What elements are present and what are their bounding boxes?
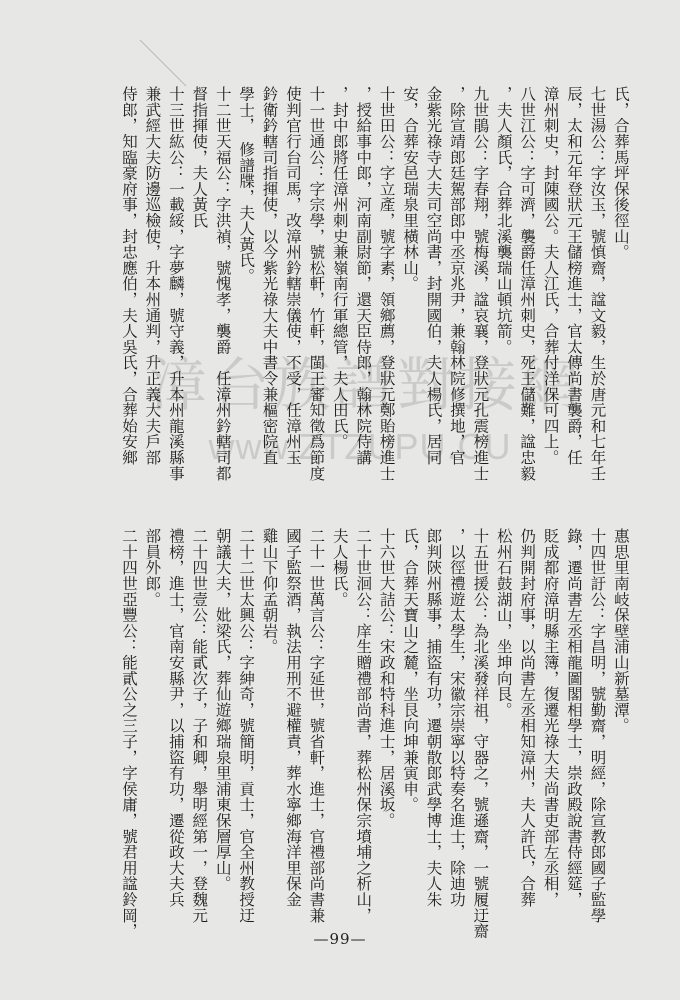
text-column: 兼武經大夫防邊巡檢使，升本州通判，升正義大夫戶部 [143,86,162,466]
text-column: 松州石鼓湖山，坐坤向艮。 [494,528,513,718]
text-column: 郎判陝州縣事，捕盜有功，遷朝散郎武學博士，夫人朱 [424,528,443,908]
page-number: —99— [313,930,367,948]
text-column: 督指揮使，夫人黃氏 [190,86,209,229]
text-column: 漳州刺史，封陳國公。夫人江氏，合葬付洋保可四上。 [541,86,560,466]
text-column: 國子監祭酒，執法用刑不避權責，葬水寧鄉海洋里保金 [283,528,302,908]
text-column: 二十二世太興公：字紳奇，號簡明，貢士，官全州教授迂 [237,528,256,923]
watermark-title: 漳台族譜對接網 [148,351,583,419]
text-column: 鈐衛鈐轄司指揮使，以今紫光祿大夫中書令兼樞密院直 [260,86,279,466]
text-column: 朝議大夫，妣梁氏，葬仙遊鄉瑞泉里浦東保層厚山。 [213,528,232,892]
text-column: ，除宣靖郎廷駕部郎中丞京兆尹，兼翰林院修撰地，官 [447,86,466,466]
text-column: 九世鵑公：字春翔，號梅溪，諡哀襄，登狀元孔震榜進士 [471,86,490,481]
text-column: 十三世紘公：一載綏，字夢麟，號守義，升本州龍溪縣事 [166,86,185,481]
text-column: 辰，太和元年登狀元王儲榜進士，官太傳尚書襲爵，任 [565,86,584,466]
text-column: 金紫光祿寺大夫司空尚書，封開國伯，夫人楊氏，居同 [424,86,443,466]
text-column: 雞山下仰孟朝岩。 [260,528,279,655]
text-column: 安，合葬安邑瑞泉里橫林山。 [401,86,420,292]
lower-text-block [119,528,631,940]
text-column: 貶成都府漳明縣主簿，復遷光祿大夫尚書吏部左丞相， [541,528,560,908]
text-column: 八世江公：字可濟，襲爵任漳州刺史，死王儲難，諡忠毅 [518,86,537,481]
text-column: 氏，合葬馬坪保後徑山。 [611,86,630,260]
text-column: 十二世天福公：字洪禎，號愧孝，襲爵 任漳州鈐轄司都 [213,86,232,481]
text-column: 十五世援公：為北溪發祥祖，守器之，號遜齋，一號履迂齋 [471,528,490,939]
text-column: ，授給事中郎，河南副尉節，還天臣侍郎，翰林院侍講 [354,86,373,466]
upper-text-block [119,86,631,498]
text-column: 十一世通公：字宗學，號松軒，竹軒，閩王審知徵爲節度 [307,86,326,481]
text-column: 侍郎，知臨豪府事，封忠應伯，夫人吳氏，合葬始安鄉 [120,86,138,466]
text-column: 仍判開封府事，以尚書左丞相知漳州，夫人許氏，合葬 [518,528,537,908]
text-column: 十世田公：字立產，號字素，領鄉薦，登狀元鄭貽榜進士 [377,86,396,481]
text-column: 二十世洄公：庠生贈禮部尚書，葬松州保宗墳埔之析山， [354,528,373,923]
text-column: 二十四世壹公：能貳次子，子和卿，舉明經第一，登魏元 [190,528,209,923]
text-column: 錄，遷尚書左丞相龍圖閣相學士，崇政殿說書侍經筵， [565,528,584,908]
text-column: 惠思里南岐保壁浦山新墓潭。 [611,528,630,734]
watermark-url: www.ZTZUPU.CU [208,426,512,467]
text-column: 使判官行台司馬，改漳州鈐轄崇儀使，不受，任漳州玉 [283,86,302,466]
text-column: ，夫人顏氏，合葬北溪襲瑞山頓坑箭。 [494,86,513,355]
text-column: ，以徑禮遊太學生，宋徽宗崇寧以特奏名進士，除迪功 [447,528,466,908]
text-column: 十四世訏公：字昌明，號勤齋，明經，除宣教郎國子監學 [588,528,607,923]
text-column: 二十四世亞豐公：能貳公之三子，字侯庸，號君用諡鈴岡， [120,528,138,939]
text-column: 七世湯公：字汝玉，號慎齋，諡文毅，生於唐元和七年壬 [588,86,607,481]
text-column: 十六世大詰公：宋政和特科進士，居溪坂。 [377,528,396,829]
text-column: 部員外郎。 [143,528,162,607]
text-column: 學士， 修譜牒，夫人黃氏。 [237,86,256,284]
text-column: 二十一世萬言公：字延世，號省軒，進士，官禮部尚書兼 [307,528,326,923]
text-column: ，封中郎將任漳州刺史兼嶺南行軍總管，夫人田氏。 [330,86,349,450]
text-column: 氏，合葬天寶山之麓，坐艮向坤兼寅申。 [401,528,420,813]
text-column: 夫人楊氏。 [330,528,349,607]
text-column: 禮榜，進士，官南安縣尹，以捕盜有功，遷從政大夫兵 [166,528,185,908]
